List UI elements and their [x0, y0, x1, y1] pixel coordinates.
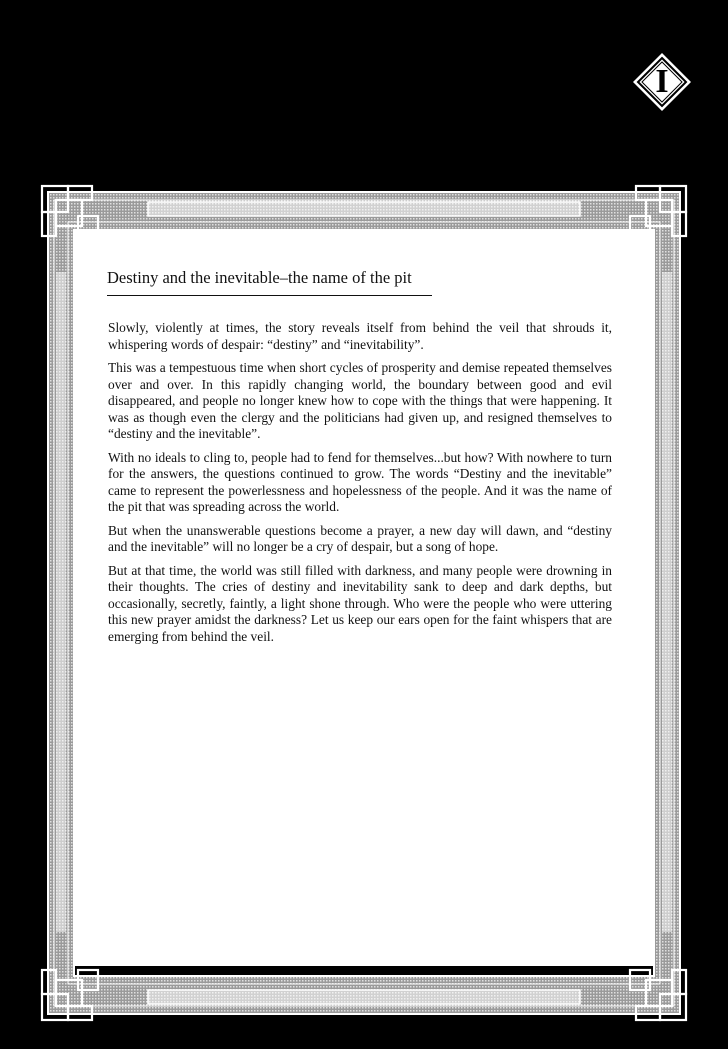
section-title: Destiny and the inevitable–the name of the pit: [107, 268, 432, 296]
paragraph: This was a tempestuous time when short cycles of prosperity and demise repeated themselves over and over. In this rapidly changing world, the boundary between good and evil disappeared, and people no longer knew how to cope with the things that were happening. It was as though even the clergy and the politicians had given up, and resigned themselves to “destiny and the inevitable”.: [108, 360, 612, 441]
body-text: [108, 320, 612, 652]
paragraph: With no ideals to cling to, people had to fend for themselves...but how? With nowhere to turn for the answers, the questions continued to grow. The words “Destiny and the inevitable” came to represent the powerlessness and hopelessness of the people. And it was the name of the pit that was spreading across the world.: [108, 449, 612, 514]
paragraph: But when the unanswerable questions become a prayer, a new day will dawn, and “destiny and the inevitable” will no longer be a cry of despair, but a song of hope.: [108, 522, 612, 554]
paragraph: Slowly, violently at times, the story reveals itself from behind the veil that shrouds it, whispering words of despair: “destiny” and “inevitability”.: [108, 320, 612, 352]
chapter-numeral: I: [655, 63, 669, 100]
chapter-badge: [632, 52, 692, 112]
paragraph: But at that time, the world was still filled with darkness, and many people were drowning in their thoughts. The cries of destiny and inevitability sank to deep and dark depths, but occasionally, secretly, faintly, a light shone through. Who were the people who were uttering this new prayer amidst the darkness? Let us keep our ears open for the faint whispers that are emerging from behind the veil.: [108, 562, 612, 644]
